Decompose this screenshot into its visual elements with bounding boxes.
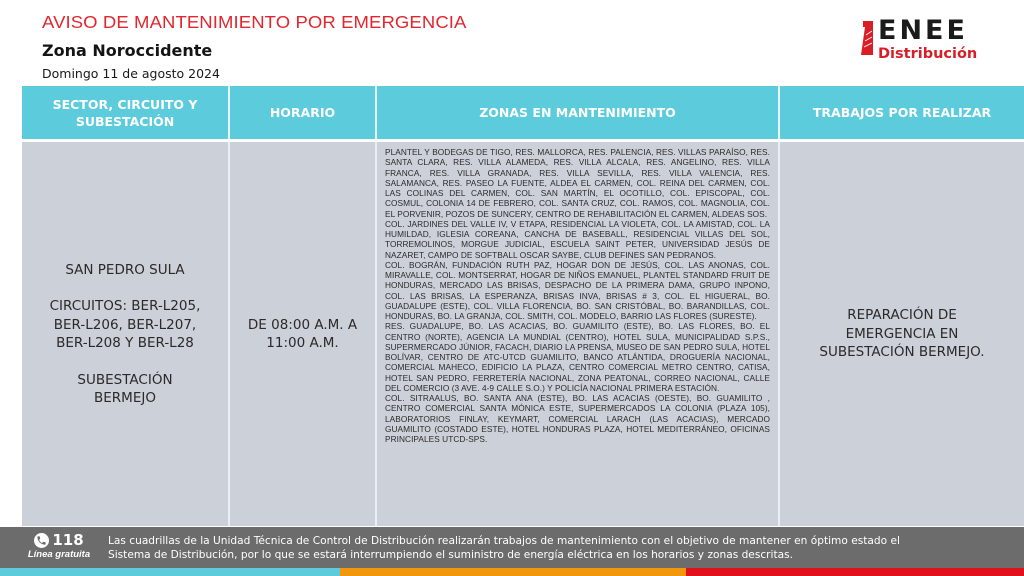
zonas-paragraph: COL. SITRAALUS, BO. SANTA ANA (ESTE), BO. LAS ACACIAS (OESTE), BO. GUAMILITO , CENTRO COMERCIAL SANTA MÓNICA ESTE, SUPERMERCADOS LA COLONIA (PLAZA 105), LABORATORIOS FINLAY, KEYMART, COMERCIAL LARACH (LAS ACACIAS), MERCADO GUAMILITO (COSTADO ESTE), HOTEL HONDURAS PLAZA, HOTEL MEDITERRÁNEO, OFICINAS PRINCIPALES UTCD-SPS.: [385, 393, 770, 444]
zone-name: Zona Noroccidente: [42, 41, 213, 60]
column-header-line: TRABAJOS POR REALIZAR: [812, 105, 992, 120]
sector-substation-line: BERMEJO: [94, 390, 156, 406]
enee-logo: [858, 16, 1008, 66]
column-header-sector: [22, 86, 230, 139]
trabajos-line: SUBESTACIÓN BERMEJO.: [819, 344, 985, 361]
table-header: [22, 86, 1024, 139]
zonas-paragraph: COL. BOGRÁN, FUNDACIÓN RUTH PAZ, HOGAR DON DE JESÚS, COL. LAS ANONAS, COL. MIRAVALLE, COL. MONTSERRAT, HOGAR DE NIÑOS EMANUEL, PLANTEL STANDARD FRUIT DE HONDURAS, MERCADO LAS BRISAS, DESPACHO DE LA PRIMERA DAMA, GRUPO INPONO, COL. LAS BRISAS, LA ESPERANZA, BRISAS INVA, BRISAS # 3, COL. EL HIGUERAL, BO. GUADALUPE (ESTE), COL. VILLA FLORENCIA, BO. SAN CRISTÓBAL, BO. BARANDILLAS, COL. HONDURAS, BO. LA GRANJA, COL. SMITH, COL. MODELO, BARRIO LAS FLORES (SURESTE).: [385, 259, 770, 321]
sector-substation-line: SUBESTACIÓN: [77, 371, 173, 388]
phone-icon: [34, 533, 49, 548]
hotline-label: Línea gratuita: [27, 549, 91, 560]
footer-notice-line: Las cuadrillas de la Unidad Técnica de Control de Distribución realizarán trabajos de mantenimiento con el objetivo de mantener en óptimo estado el: [108, 535, 900, 547]
logo-subtitle: Distribución: [878, 46, 978, 62]
brand-color-stripe: [0, 568, 1024, 576]
footer-notice-line: Sistema de Distribución, por lo que se estará interrumpiendo el suministro de energía eléctrica en los horarios y zonas descritas.: [108, 549, 793, 561]
maintenance-table: [22, 86, 1024, 526]
sector-city: SAN PEDRO SULA: [65, 261, 185, 278]
stripe-cyan: [0, 568, 340, 576]
logo-brand: ENEE: [878, 15, 968, 46]
footer-notice: [108, 534, 1008, 562]
horario-line: 11:00 A.M.: [266, 335, 339, 351]
column-header-zonas: [377, 86, 780, 139]
sector-circuits-line: CIRCUITOS: BER-L205,: [49, 298, 201, 314]
sector-circuits-line: BER-L208 Y BER-L28: [56, 335, 194, 351]
column-header-trabajos: [780, 86, 1024, 139]
hotline-number: 118: [52, 531, 84, 549]
hotline: [26, 531, 92, 561]
horario-line: DE 08:00 A.M. A: [247, 316, 358, 333]
table-row: [22, 142, 1024, 526]
cell-horario: [230, 142, 377, 526]
footer-bar: [0, 527, 1024, 568]
column-header-line: SECTOR, CIRCUITO Y: [52, 96, 198, 112]
enee-logo-mark-icon: [861, 21, 873, 55]
stripe-orange: [340, 568, 686, 576]
zonas-paragraph: RES. GUADALUPE, BO. LAS ACACIAS, BO. GUAMILITO (ESTE), BO. LAS FLORES, BO. EL CENTRO (NORTE), AGENCIA LA MUNDIAL (CENTRO), HOTEL SULA, MUNICIPALIDAD S.P.S., SUPERMERCADO JÚNIOR, FACACH, DIARIO LA PRENSA, MUSEO DE SAN PEDRO SULA, HOTEL BOLÍVAR, CENTRO DE ATC-UTCD GUAMILITO, BANCO ATLÁNTIDA, DROGUERÍA NACIONAL, COMERCIAL MAHECO, EDIFICIO LA PLAZA, CENTRO COMERCIAL METRO CENTRO, CATISA, HOTEL SAN PEDRO, FERRETERÍA NACIONAL, ZONA PEATONAL, CORREO NACIONAL, CALLE DEL COMERCIO (3 AVE. 4-9 CALLE S.O.) Y POLICÍA NACIONAL PRIMERA ESTACIÓN.: [385, 321, 770, 393]
column-header-line: SUBESTACIÓN: [75, 113, 175, 129]
cell-trabajos: [780, 142, 1024, 526]
trabajos-line: REPARACIÓN DE: [847, 307, 957, 324]
column-header-horario: [230, 86, 377, 139]
page-title: AVISO DE MANTENIMIENTO POR EMERGENCIA: [42, 12, 467, 32]
column-header-line: HORARIO: [269, 105, 336, 120]
zonas-paragraph: PLANTEL Y BODEGAS DE TIGO, RES. MALLORCA, RES. PALENCIA, RES. VILLAS PARAÍSO, RES. SANTA CLARA, RES. VILLA ALAMEDA, RES. VILLA ALCALA, RES. ANGELINO, RES. VILLA FRANCA, RES. VILLA GRANADA, RES. VILLA SEVILLA, RES. VILLA VALENCIA, RES. SALAMANCA, RES. PASEO LA FUENTE, ALDEA EL CARMEN, COL. REINA DEL CARMEN, COL. LAS COLINAS DEL CARMEN, COL. SAN MARTÍN, EL OCOTILLO, COL. EPISCOPAL, COL. COSMUL, COLONIA 14 DE FEBRERO, COL. SANTA CRUZ, COL. RAMOS, COL. MAGNOLIA, COL. EL PORVENIR, POZOS DE SUNCERY, CENTRO DE REHABILITACIÓN EL CARMEN, ALDEAS SOS.: [385, 147, 770, 219]
trabajos-line: EMERGENCIA EN: [845, 325, 959, 342]
cell-sector: [22, 142, 230, 526]
column-header-line: ZONAS EN MANTENIMIENTO: [479, 105, 676, 120]
stripe-red: [686, 568, 1024, 576]
sector-circuits-line: BER-L206, BER-L207,: [53, 316, 197, 333]
cell-zonas: [377, 142, 780, 526]
notice-date: Domingo 11 de agosto 2024: [42, 66, 220, 81]
zonas-paragraph: COL. JARDINES DEL VALLE IV, V ETAPA, RESIDENCIAL LA VIOLETA, COL. LA AMISTAD, COL. LA HUMILDAD, IGLESIA COREANA, CANCHA DE BASEBALL, RESIDENCIAL VILLAS DEL SOL, TORREMOLINOS, MORGUE JUDICIAL, ESCUELA SAINT PETER, UNIVERSIDAD JESÚS DE NAZARET, CAMPO DE SOFTBALL OSCAR SAYBE, CLUB DEFINES SAN PEDRANOS.: [385, 218, 770, 260]
